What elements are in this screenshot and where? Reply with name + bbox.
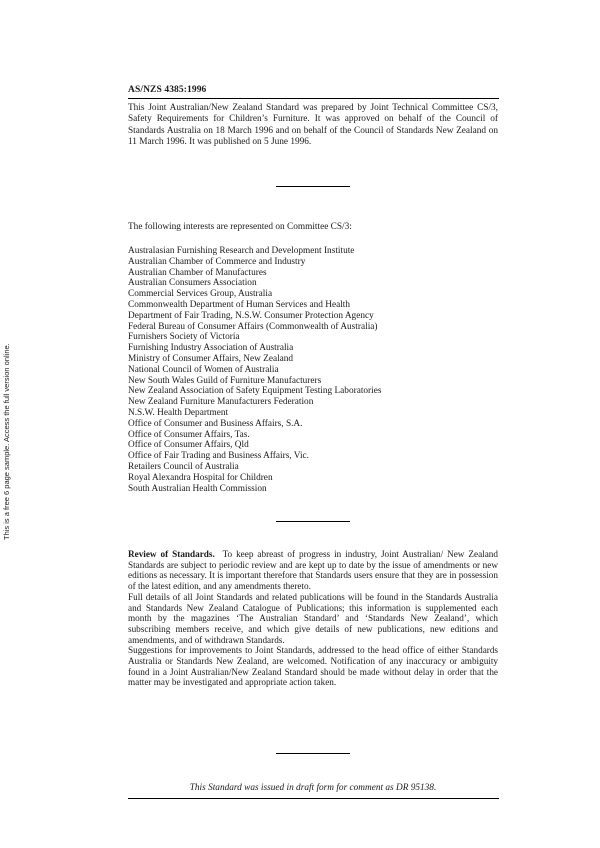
review-paragraph-3: Suggestions for improvements to Joint Standards, addressed to the head office of either Standards Australia or Standards New Zealand, are welcomed. Notification of any inaccuracy or ambiguity found in a Joint Australian/New Zealand Standard should be made without delay in order that the matter may be investigated and appropriate action taken. <box>128 645 498 688</box>
committee-member: New South Wales Guild of Furniture Manufacturers <box>128 375 322 386</box>
committee-member: Australian Consumers Association <box>128 278 257 289</box>
committee-member: N.S.W. Health Department <box>128 407 229 418</box>
committee-member: New Zealand Furniture Manufacturers Federation <box>128 397 314 408</box>
sample-notice-text: This is a free 6 page sample. Access the full version online. <box>2 343 11 540</box>
committee-member: Retailers Council of Australia <box>128 461 239 472</box>
committee-member: Office of Consumer and Business Affairs, S.A. <box>128 418 303 429</box>
committee-member-list <box>128 246 498 494</box>
review-section <box>128 549 498 688</box>
committee-member: Royal Alexandra Hospital for Children <box>128 472 273 483</box>
section-divider-1 <box>276 186 350 187</box>
committee-member: Department of Fair Trading, N.S.W. Consumer Protection Agency <box>128 310 374 321</box>
committee-member: Office of Consumer Affairs, Qld <box>128 440 249 451</box>
standard-code: AS/NZS 4385:1996 <box>128 85 207 95</box>
committee-member: Commonwealth Department of Human Services and Health <box>128 299 351 310</box>
committee-member: Australasian Furnishing Research and Development Institute <box>128 246 355 256</box>
review-paragraph-2: Full details of all Joint Standards and related publications will be found in the Standards Australia and Standards New Zealand Catalogue of Publications; this information is supplemented each month by the magazines ‘The Australian Standard’ and ‘Standards New Zealand’, which subscribing members receive, and which give details of new publications, new editions and amendments, and of withdrawn Standards. <box>128 591 498 645</box>
committee-member: Furnishing Industry Association of Australia <box>128 343 294 354</box>
draft-note: This Standard was issued in draft form for comment as DR 95138. <box>189 783 437 793</box>
committee-member: Furnishers Society of Victoria <box>128 332 240 343</box>
committee-member: Office of Consumer Affairs, Tas. <box>128 429 250 440</box>
review-title: Review of Standards. <box>128 549 215 559</box>
committee-heading: The following interests are represented on Committee CS/3: <box>128 222 352 232</box>
review-text-1: To keep abreast of progress in industry, Joint Australian/ New Zealand Standards are subject to periodic review and are kept up to date by the issue of amendments or new editions as necessary. It is important therefore that Standards users ensure that they are in possession of the latest edition, and any amendments thereto. <box>128 549 498 592</box>
section-divider-2 <box>276 521 350 522</box>
footer-rule <box>128 798 499 799</box>
committee-member: Australian Chamber of Manufactures <box>128 267 267 278</box>
sample-notice <box>2 330 16 540</box>
committee-member: National Council of Women of Australia <box>128 364 279 375</box>
committee-member: New Zealand Association of Safety Equipment Testing Laboratories <box>128 386 382 397</box>
committee-member: Australian Chamber of Commerce and Industry <box>128 256 306 267</box>
committee-member: Ministry of Consumer Affairs, New Zealand <box>128 353 294 364</box>
committee-member: Federal Bureau of Consumer Affairs (Commonwealth of Australia) <box>128 321 378 332</box>
committee-member: Commercial Services Group, Australia <box>128 289 273 300</box>
review-paragraph-1 <box>128 549 498 592</box>
intro-paragraph: This Joint Australian/New Zealand Standard was prepared by Joint Technical Committee CS/3, Safety Requirements for Children’s Furniture. It was approved on behalf of the Council of Standards Australia on 18 March 1996 and on behalf of the Council of Standards New Zealand on 11 March 1996. It was published on 5 June 1996. <box>128 103 498 147</box>
committee-member: Office of Fair Trading and Business Affairs, Vic. <box>128 451 309 462</box>
header-rule <box>128 98 499 99</box>
section-divider-3 <box>276 753 350 754</box>
committee-member: South Australian Health Commission <box>128 483 267 494</box>
